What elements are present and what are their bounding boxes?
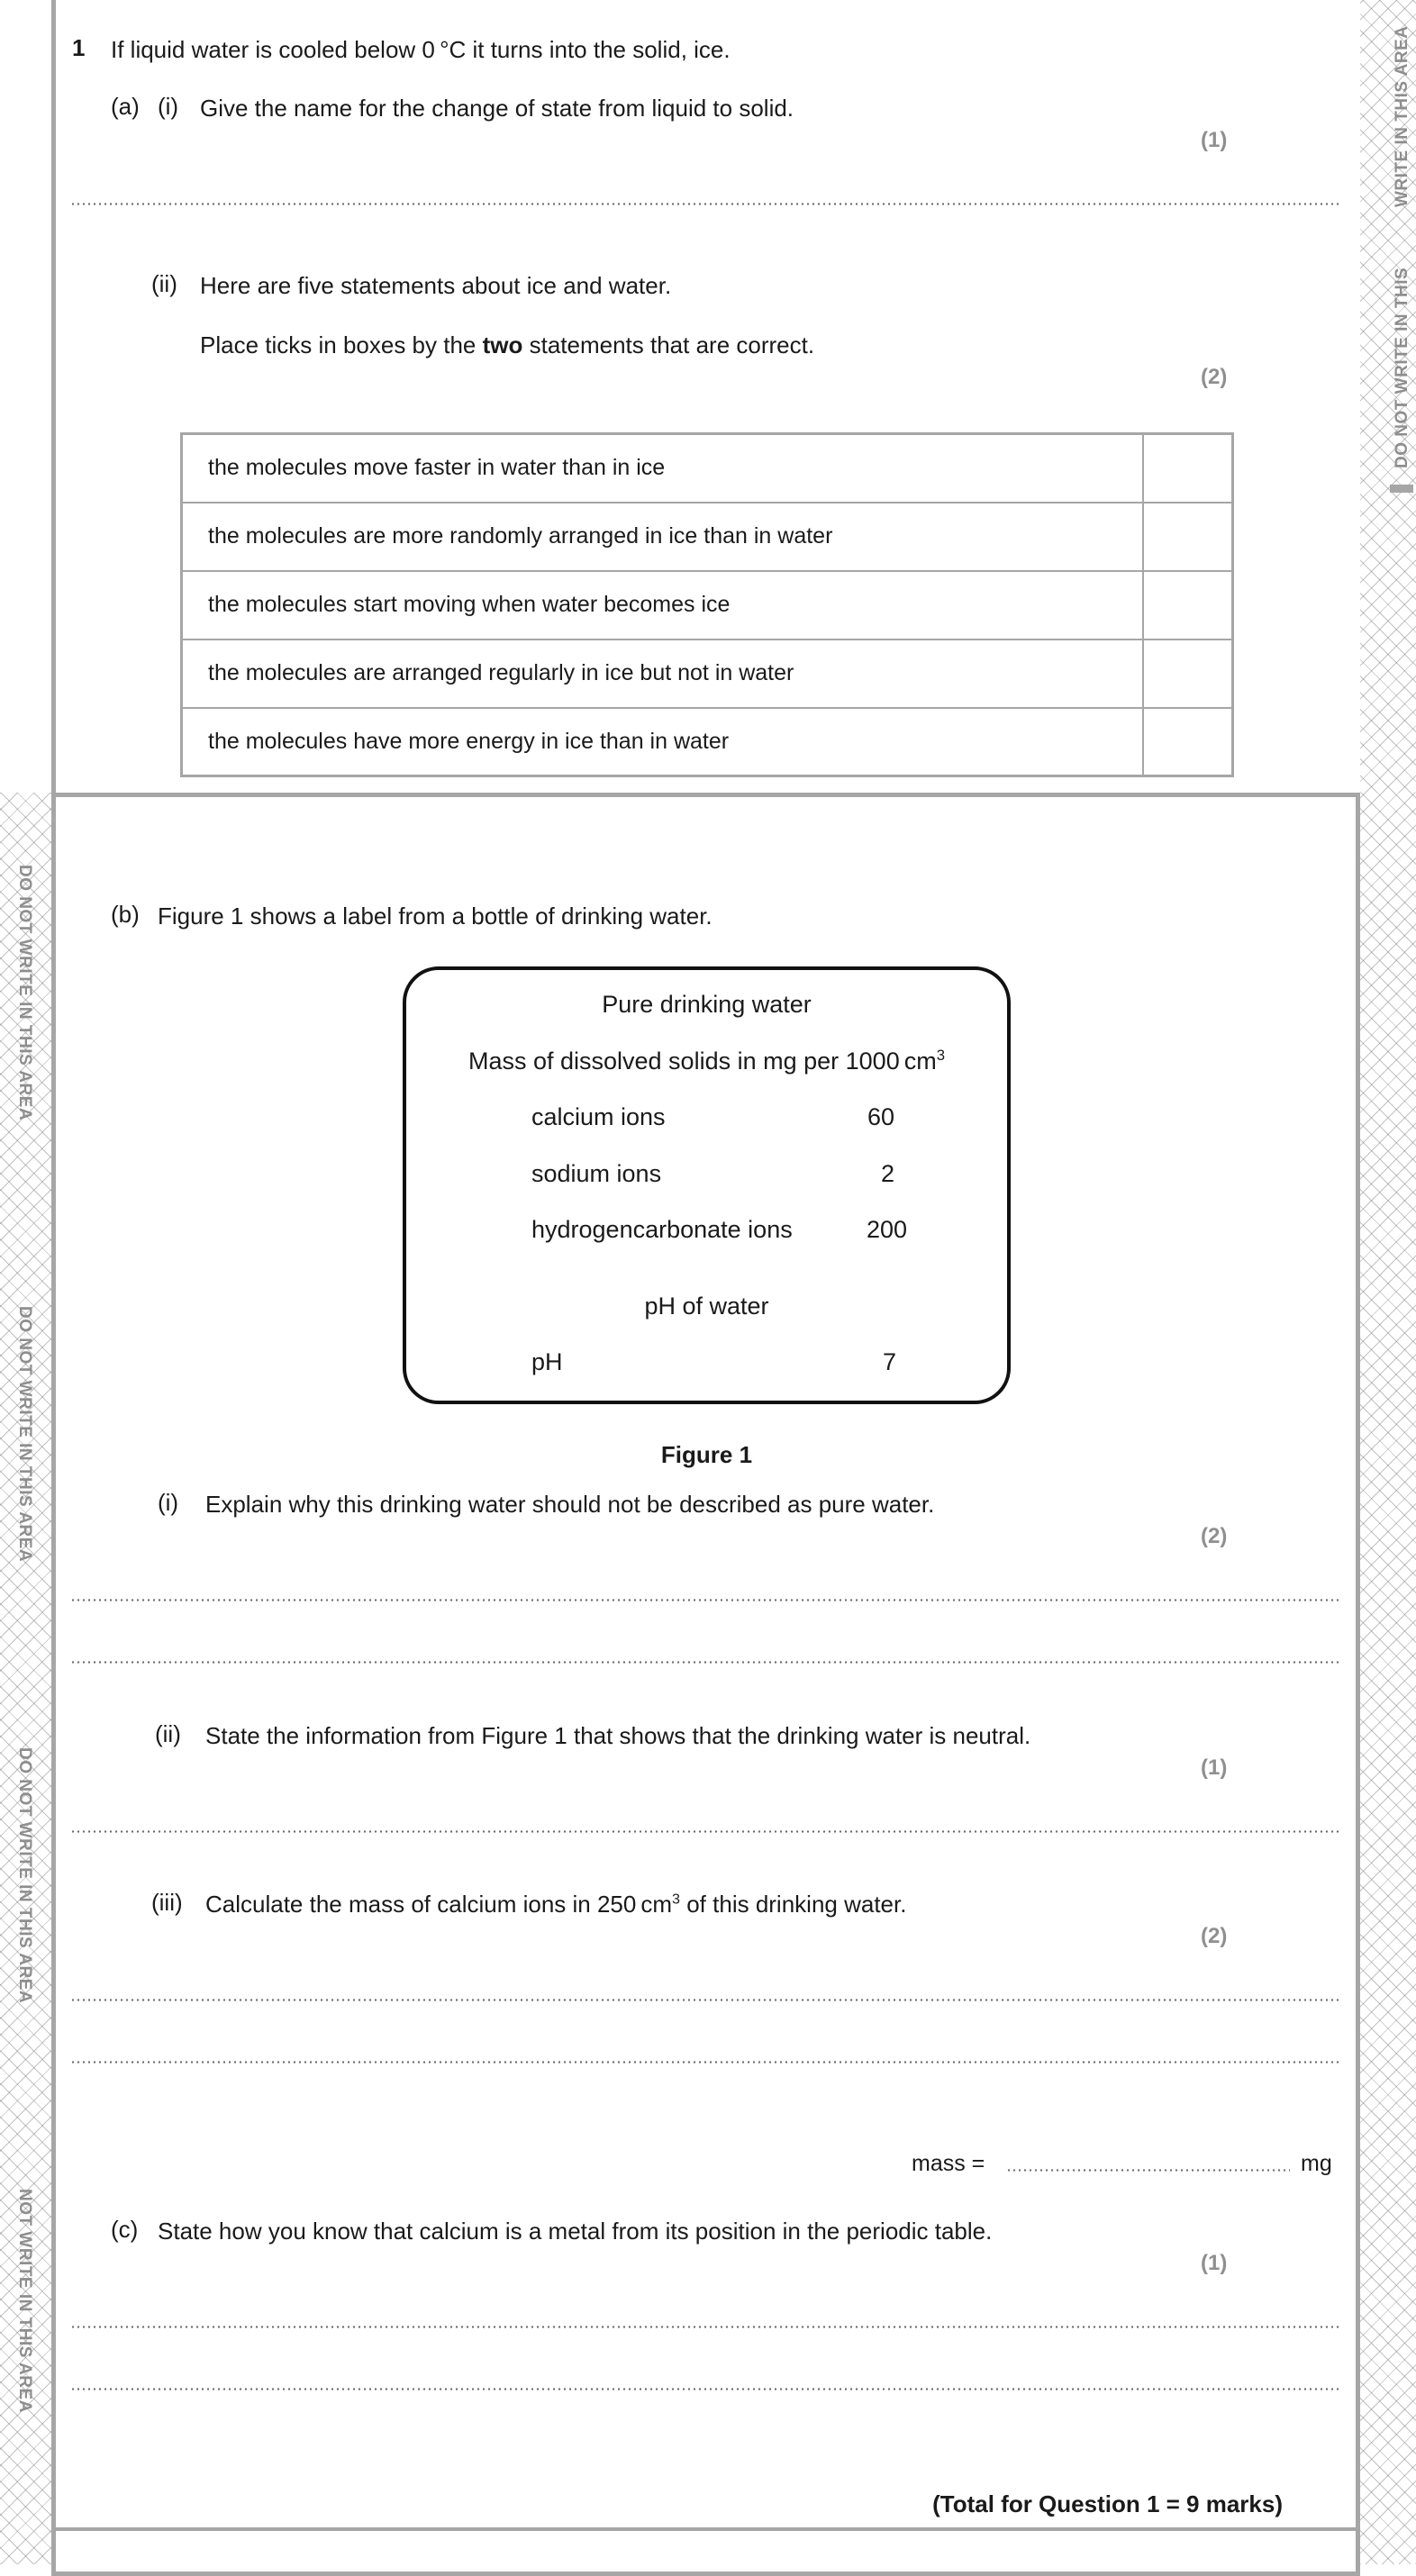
table-row	[182, 571, 1233, 639]
part-b-i-text: Explain why this drinking water should not be described as pure water.	[205, 1491, 935, 1518]
figure-subtitle	[403, 1048, 1011, 1075]
total-divider	[56, 2527, 1356, 2531]
left-margin-label-1: DO NOT WRITE IN THIS AREA	[15, 865, 34, 1121]
part-b-text: Figure 1 shows a label from a bottle of drinking water.	[158, 903, 713, 930]
figure-ph-heading: pH of water	[644, 1293, 769, 1320]
statements-table	[180, 432, 1234, 777]
part-c-text: State how you know that calcium is a metal from its position in the periodic table.	[158, 2218, 993, 2245]
answer-line-b-i-1[interactable]	[70, 1599, 1340, 1601]
part-a-ii-instruction	[200, 330, 1236, 361]
part-a-ii-text: Here are five statements about ice and water.	[200, 272, 672, 299]
answer-line-b-i-2[interactable]	[70, 1661, 1340, 1664]
figure-caption: Figure 1	[660, 1441, 753, 1468]
figure-row-name: sodium ions	[531, 1160, 662, 1187]
part-a-i-roman: (i)	[158, 93, 179, 120]
statement-cell: the molecules move faster in water than in ice	[182, 434, 1143, 503]
part-b-iii-text-pre: Calculate the mass of calcium ions in 250	[205, 1891, 637, 1918]
tick-box[interactable]	[1143, 708, 1233, 776]
part-a-ii-roman: (ii)	[151, 270, 177, 297]
figure-subtitle-sup: 3	[936, 1047, 946, 1064]
question-stem: If liquid water is cooled below 0 °C it turns into the solid, ice.	[111, 36, 731, 63]
figure-row-value: 2	[881, 1160, 895, 1187]
answer-line-b-iii-1[interactable]	[70, 1999, 1340, 2001]
answer-line-b-iii-2[interactable]	[70, 2061, 1340, 2064]
instruction-post: statements that are correct.	[522, 331, 815, 358]
answer-line-a-i-1[interactable]	[70, 203, 1340, 205]
question-total: (Total for Question 1 = 9 marks)	[932, 2490, 1283, 2517]
left-margin-label-3: DO NOT WRITE IN THIS AREA	[15, 1747, 34, 2004]
tick-box[interactable]	[1143, 571, 1233, 639]
right-margin-hatch-lower	[1360, 793, 1416, 2564]
answer-line-b-ii-1[interactable]	[70, 1830, 1340, 1833]
part-b-iii-text	[205, 1889, 1250, 1920]
statement-cell: the molecules are arranged regularly in ice but not in water	[182, 639, 1143, 708]
figure-row-value: 60	[867, 1103, 895, 1130]
figure-subtitle-unit: cm	[903, 1048, 937, 1075]
right-margin-label-upper: WRITE IN THIS AREA	[1393, 25, 1411, 207]
left-margin-label-4: NOT WRITE IN THIS AREA	[15, 2189, 34, 2413]
question-number: 1	[72, 34, 86, 61]
mass-answer-input[interactable]	[1006, 2169, 1290, 2172]
figure-1-label-box	[403, 966, 1011, 1404]
tick-box[interactable]	[1143, 434, 1233, 503]
tick-box[interactable]	[1143, 503, 1233, 571]
part-b-i-marks: (2)	[1201, 1524, 1228, 1548]
part-b-iii-roman: (iii)	[151, 1889, 183, 1916]
table-row	[182, 434, 1233, 503]
part-c-marks: (1)	[1201, 2251, 1228, 2275]
statement-cell: the molecules are more randomly arranged in ice than in water	[182, 503, 1143, 571]
mass-answer-unit: mg	[1301, 2151, 1332, 2176]
part-b-iii-text-post: of this drinking water.	[680, 1891, 907, 1918]
tick-box[interactable]	[1143, 639, 1233, 708]
figure-row-value: 200	[867, 1216, 908, 1243]
figure-ph-value: 7	[883, 1348, 897, 1375]
part-b-iii-unit: cm	[640, 1891, 673, 1918]
part-a-label: (a)	[111, 93, 140, 120]
part-b-ii-marks: (1)	[1201, 1755, 1228, 1780]
part-c-label: (c)	[111, 2216, 139, 2243]
instruction-pre: Place ticks in boxes by the	[200, 331, 483, 358]
part-a-ii-marks: (2)	[1201, 365, 1228, 389]
right-margin-tick	[1390, 485, 1413, 493]
part-a-i-text: Give the name for the change of state from liquid to solid.	[200, 95, 794, 122]
statement-cell: the molecules start moving when water becomes ice	[182, 571, 1143, 639]
right-margin-label-lower: DO NOT WRITE IN THIS	[1393, 267, 1411, 468]
figure-subtitle-pre: Mass of dissolved solids in mg per 1000	[467, 1048, 900, 1075]
left-margin-label-2: DO NOT WRITE IN THIS AREA	[15, 1306, 34, 1563]
statement-cell: the molecules have more energy in ice than in water	[182, 708, 1143, 776]
part-b-ii-text: State the information from Figure 1 that shows that the drinking water is neutral.	[205, 1722, 1031, 1749]
figure-ph-name: pH	[531, 1348, 563, 1375]
part-b-label: (b)	[111, 901, 140, 928]
instruction-bold: two	[482, 331, 523, 358]
table-row	[182, 503, 1233, 571]
answer-line-c-1[interactable]	[70, 2326, 1340, 2328]
figure-row-name: hydrogencarbonate ions	[531, 1216, 793, 1243]
figure-row-name: calcium ions	[531, 1103, 666, 1130]
table-row	[182, 639, 1233, 708]
table-row	[182, 708, 1233, 776]
part-a-i-marks: (1)	[1201, 128, 1228, 152]
part-b-i-roman: (i)	[158, 1489, 179, 1516]
part-b-iii-sup: 3	[672, 1891, 680, 1908]
part-b-iii-marks: (2)	[1201, 1924, 1228, 1948]
part-b-ii-roman: (ii)	[155, 1720, 181, 1747]
answer-line-c-2[interactable]	[70, 2388, 1340, 2390]
figure-title: Pure drinking water	[602, 991, 812, 1018]
mass-answer-label: mass =	[912, 2151, 985, 2176]
